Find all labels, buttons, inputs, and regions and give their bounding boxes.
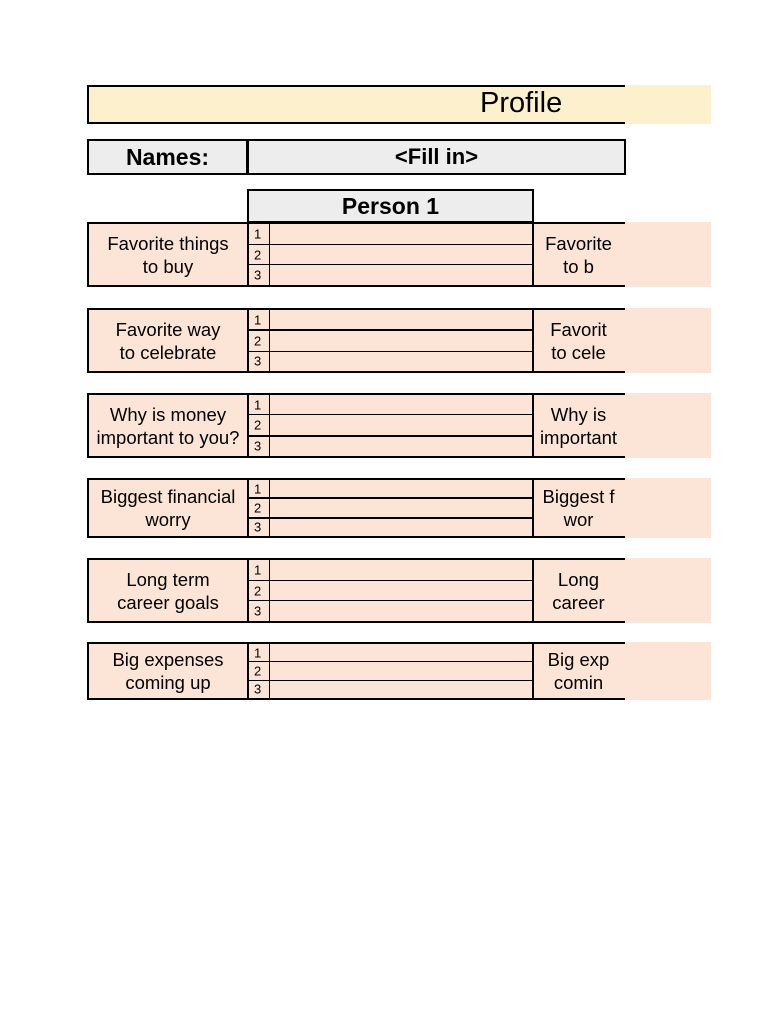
answer-row — [249, 245, 532, 266]
answer-input[interactable] — [270, 581, 532, 601]
question-label: Biggest financial worry — [100, 486, 236, 530]
answer-input[interactable] — [270, 415, 532, 434]
answer-row — [249, 395, 532, 415]
row-number: 3 — [254, 267, 262, 283]
answer-input[interactable] — [270, 265, 532, 285]
row-number: 2 — [254, 583, 262, 598]
person-2-question-label: Big exp comin — [547, 649, 610, 693]
answer-row — [249, 681, 532, 698]
row-number: 1 — [254, 226, 262, 242]
question-label: Favorite way to celebrate — [115, 318, 221, 363]
row-number: 3 — [254, 438, 262, 454]
question-label: Long term career goals — [117, 568, 219, 613]
answer-row — [249, 519, 532, 536]
answer-row — [249, 310, 532, 331]
question-label: Why is money important to you? — [96, 403, 240, 448]
answer-row — [249, 224, 532, 245]
answer-row — [249, 499, 532, 518]
person-1-header: Person 1 — [247, 189, 534, 223]
answer-input[interactable] — [270, 310, 532, 329]
answer-input[interactable] — [270, 560, 532, 580]
answer-row — [249, 480, 532, 499]
answer-row — [249, 352, 532, 371]
answer-input[interactable] — [270, 245, 532, 265]
names-field[interactable]: <Fill in> — [247, 139, 626, 175]
section-favorite-celebrate — [87, 308, 711, 373]
answer-input[interactable] — [270, 644, 532, 661]
person-2-question-label: Why is important — [539, 403, 618, 448]
answer-row — [249, 601, 532, 621]
person-2-question-label: Favorite to b — [545, 232, 612, 277]
answer-row — [249, 265, 532, 285]
row-number: 3 — [254, 681, 262, 697]
row-number: 2 — [254, 500, 262, 516]
section-financial-worry — [87, 478, 711, 538]
row-number: 1 — [254, 312, 262, 328]
answer-input[interactable] — [270, 331, 532, 350]
row-number: 2 — [254, 663, 262, 679]
answer-input[interactable] — [270, 352, 532, 371]
answer-input[interactable] — [270, 681, 532, 698]
row-number: 1 — [254, 645, 262, 661]
answer-input[interactable] — [270, 437, 532, 456]
row-number: 2 — [254, 417, 262, 433]
person-2-question-label: Long career — [552, 568, 605, 613]
row-number: 1 — [254, 397, 262, 413]
row-number: 1 — [254, 562, 262, 578]
answer-row — [249, 662, 532, 680]
answer-input[interactable] — [270, 224, 532, 244]
question-label: Big expenses coming up — [112, 649, 224, 693]
section-favorite-things — [87, 222, 711, 287]
section-career-goals — [87, 558, 711, 623]
answer-row — [249, 331, 532, 351]
section-why-money — [87, 393, 711, 458]
row-number: 2 — [254, 247, 262, 262]
section-big-expenses — [87, 642, 711, 700]
person-2-question-label: Favorit to cele — [550, 318, 607, 363]
row-number: 2 — [254, 333, 262, 349]
row-number: 1 — [254, 481, 262, 497]
question-label: Favorite things to buy — [107, 232, 229, 277]
answer-input[interactable] — [270, 480, 532, 497]
answer-input[interactable] — [270, 601, 532, 621]
answer-input[interactable] — [270, 499, 532, 516]
answer-row — [249, 581, 532, 602]
person-2-question-label: Biggest f wor — [542, 486, 615, 530]
answer-input[interactable] — [270, 519, 532, 536]
title-bar-extension — [625, 85, 711, 124]
answer-row — [249, 415, 532, 436]
names-label: Names: — [87, 139, 248, 175]
answer-row — [249, 437, 532, 456]
row-number: 3 — [254, 353, 262, 369]
row-number: 3 — [254, 519, 262, 535]
answer-row — [249, 644, 532, 662]
answer-input[interactable] — [270, 662, 532, 679]
answer-row — [249, 560, 532, 581]
page-title: Profile — [480, 87, 563, 119]
row-number: 3 — [254, 603, 262, 619]
answer-input[interactable] — [270, 395, 532, 414]
